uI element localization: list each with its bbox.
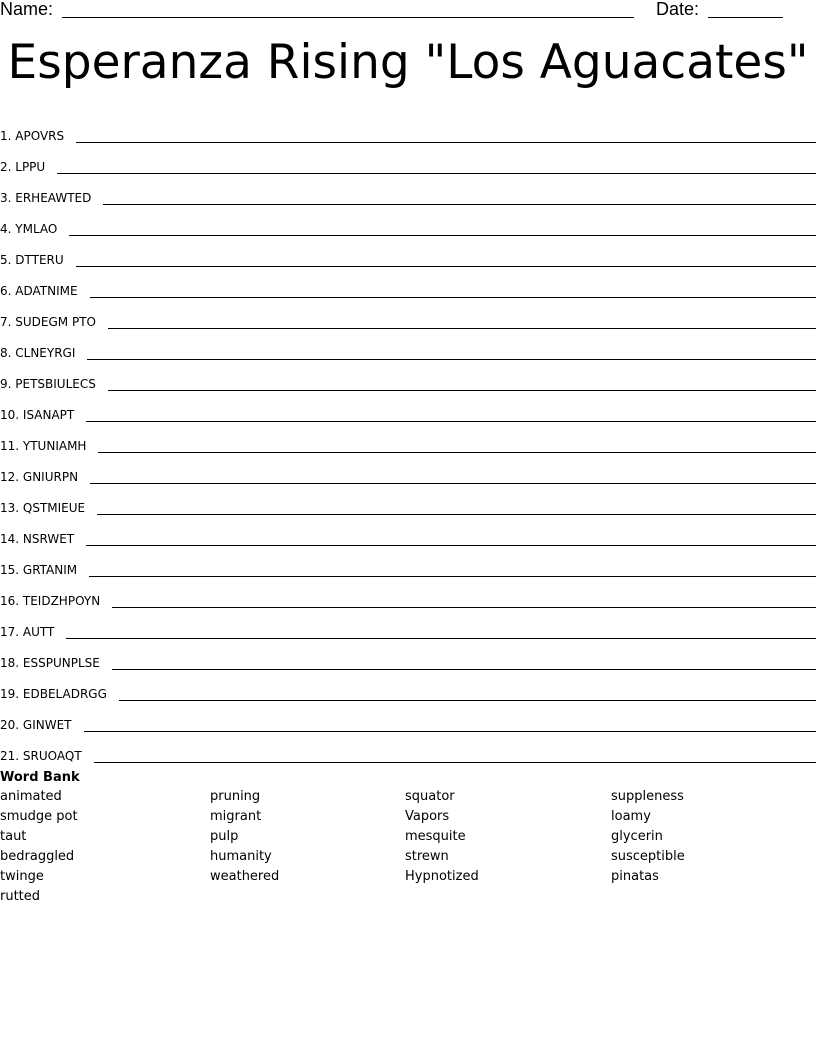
answer-line[interactable] — [86, 544, 816, 546]
question-row — [0, 733, 816, 764]
question-row — [0, 547, 816, 578]
answer-line[interactable] — [84, 730, 816, 732]
word-bank-word: mesquite — [405, 829, 466, 844]
word-bank-word: squator — [405, 789, 455, 804]
question-label: 13. QSTMIEUE — [0, 501, 86, 515]
question-row — [0, 640, 816, 671]
answer-line[interactable] — [69, 234, 816, 236]
question-row — [0, 268, 816, 299]
answer-line[interactable] — [66, 637, 816, 639]
answer-line[interactable] — [112, 668, 816, 670]
question-label: 8. CLNEYRGI — [0, 346, 76, 360]
word-bank-word: smudge pot — [0, 809, 78, 824]
word-bank-word: Vapors — [405, 809, 450, 824]
question-row — [0, 175, 816, 206]
question-label: 15. GRTANIM — [0, 563, 78, 577]
answer-line[interactable] — [97, 513, 816, 515]
word-bank-word: animated — [0, 789, 62, 804]
question-row — [0, 392, 816, 423]
word-bank-word: loamy — [611, 809, 651, 824]
answer-line[interactable] — [108, 389, 816, 391]
word-bank-word: humanity — [210, 849, 272, 864]
word-bank — [0, 769, 816, 907]
word-bank-grid — [0, 787, 816, 907]
question-row — [0, 299, 816, 330]
word-bank-word: susceptible — [611, 849, 685, 864]
word-bank-word: twinge — [0, 869, 44, 884]
answer-line[interactable] — [108, 327, 816, 329]
answer-line[interactable] — [76, 141, 816, 143]
question-label: 2. LPPU — [0, 160, 46, 174]
word-bank-word: strewn — [405, 849, 449, 864]
question-row — [0, 609, 816, 640]
question-label: 21. SRUOAQT — [0, 749, 82, 763]
word-bank-word: suppleness — [611, 789, 684, 804]
question-label: 9. PETSBIULECS — [0, 377, 96, 391]
word-bank-word: weathered — [210, 869, 280, 884]
question-row — [0, 578, 816, 609]
question-label: 7. SUDEGM PTO — [0, 315, 96, 329]
question-label: 5. DTTERU — [0, 253, 64, 267]
answer-line[interactable] — [119, 699, 816, 701]
word-bank-word: glycerin — [611, 829, 663, 844]
answer-line[interactable] — [98, 451, 816, 453]
question-label: 16. TEIDZHPOYN — [0, 594, 101, 608]
question-label: 20. GINWET — [0, 718, 72, 732]
answer-line[interactable] — [87, 358, 816, 360]
question-row — [0, 330, 816, 361]
question-label: 12. GNIURPN — [0, 470, 79, 484]
date-label: Date: — [656, 0, 700, 19]
word-bank-word: Hypnotized — [405, 869, 479, 884]
answer-line[interactable] — [89, 575, 816, 577]
question-label: 17. AUTT — [0, 625, 55, 639]
question-row — [0, 516, 816, 547]
question-row — [0, 485, 816, 516]
answer-line[interactable] — [57, 172, 816, 174]
answer-line[interactable] — [86, 420, 816, 422]
word-bank-word: pulp — [210, 829, 239, 844]
word-bank-word: taut — [0, 829, 27, 844]
question-label: 19. EDBELADRGG — [0, 687, 107, 701]
answer-line[interactable] — [90, 296, 816, 298]
question-label: 10. ISANAPT — [0, 408, 75, 422]
word-bank-word: pinatas — [611, 869, 659, 884]
question-label: 4. YMLAO — [0, 222, 58, 236]
question-row — [0, 423, 816, 454]
word-bank-word: bedraggled — [0, 849, 75, 864]
date-field-line[interactable] — [708, 17, 783, 18]
question-row — [0, 671, 816, 702]
question-label: 3. ERHEAWTED — [0, 191, 92, 205]
word-bank-title: Word Bank — [0, 770, 80, 785]
name-field-line[interactable] — [62, 17, 634, 18]
page-title: Esperanza Rising "Los Aguacates" — [7, 35, 809, 90]
word-bank-word: migrant — [210, 809, 262, 824]
question-label: 6. ADATNIME — [0, 284, 78, 298]
question-label: 14. NSRWET — [0, 532, 75, 546]
word-bank-word: pruning — [210, 789, 261, 804]
question-list — [0, 113, 816, 764]
answer-line[interactable] — [90, 482, 816, 484]
question-label: 11. YTUNIAMH — [0, 439, 87, 453]
answer-line[interactable] — [103, 203, 816, 205]
question-label: 1. APOVRS — [0, 129, 65, 143]
question-row — [0, 113, 816, 144]
question-row — [0, 237, 816, 268]
answer-line[interactable] — [76, 265, 816, 267]
question-row — [0, 206, 816, 237]
header-row — [0, 0, 816, 22]
question-row — [0, 702, 816, 733]
answer-line[interactable] — [112, 606, 816, 608]
word-bank-word: rutted — [0, 889, 41, 904]
question-row — [0, 454, 816, 485]
question-row — [0, 361, 816, 392]
answer-line[interactable] — [94, 761, 816, 763]
name-label: Name: — [0, 0, 54, 19]
question-label: 18. ESSPUNPLSE — [0, 656, 100, 670]
question-row — [0, 144, 816, 175]
